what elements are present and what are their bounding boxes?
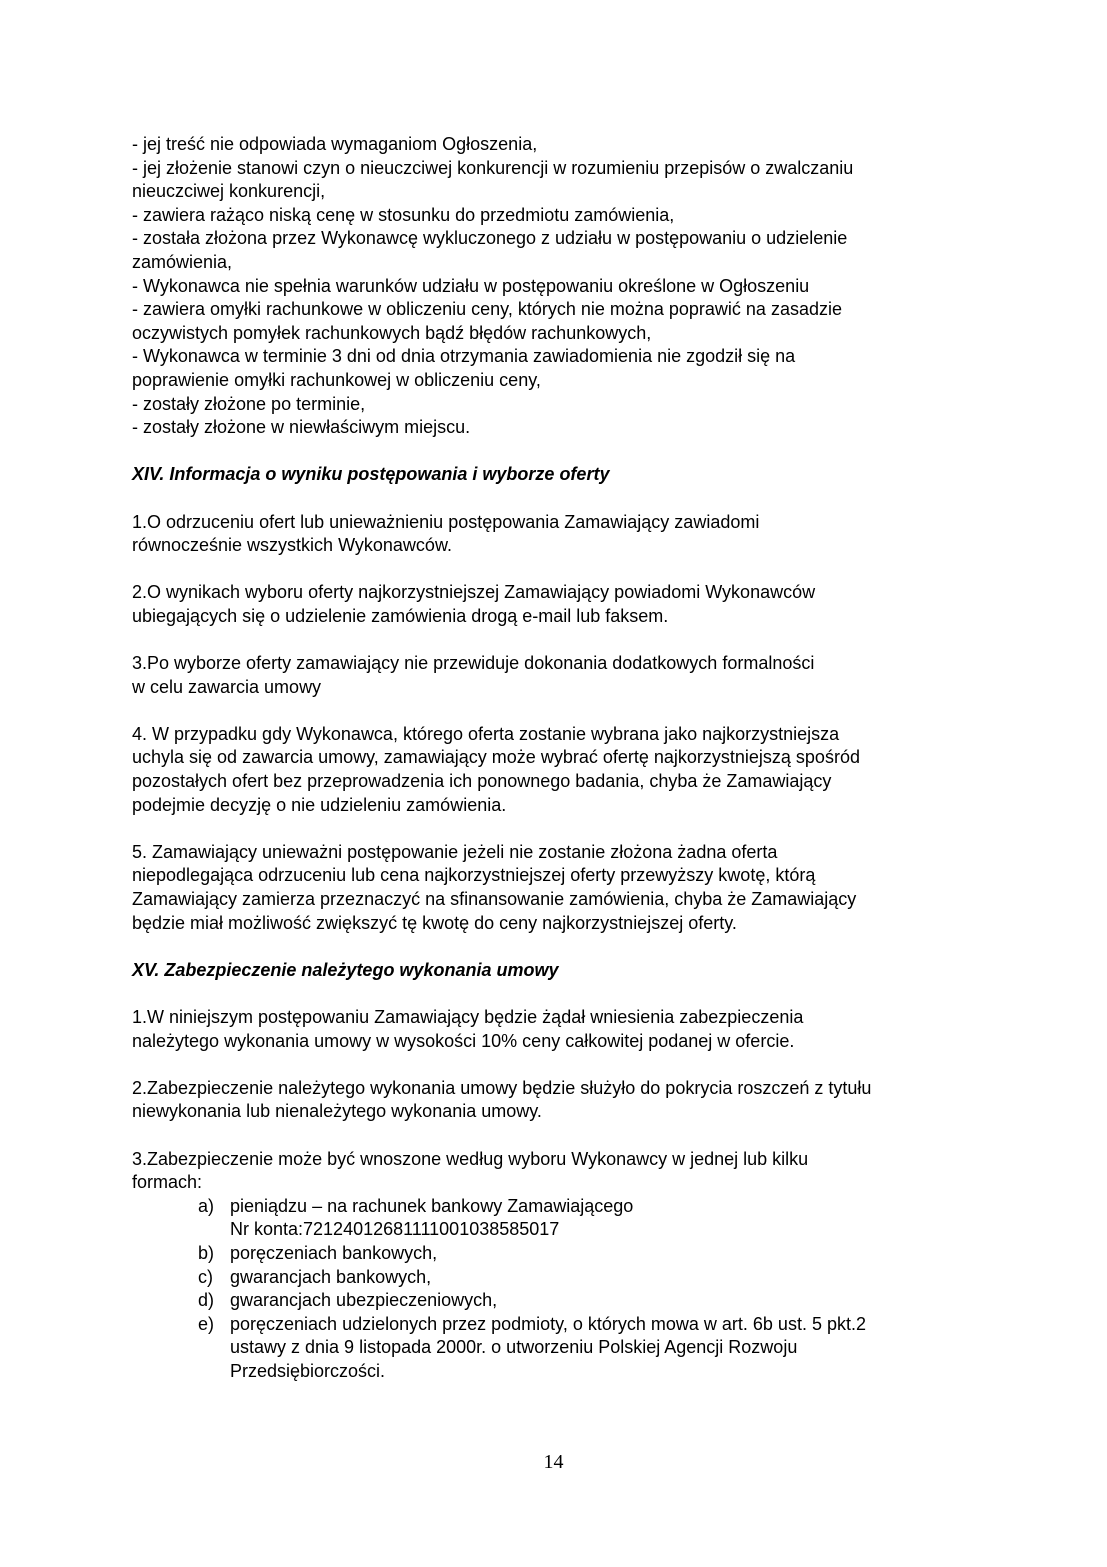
text-line: podejmie decyzję o nie udzieleniu zamówienia. bbox=[132, 794, 507, 815]
bank-account-number: Nr konta:72124012681111001038585017 bbox=[230, 1219, 560, 1240]
text-line: nieuczciwej konkurencji, bbox=[132, 181, 326, 202]
text-line: gwarancjach bankowych, bbox=[230, 1266, 432, 1287]
text-line: - zostały złożone po terminie, bbox=[132, 393, 366, 414]
text-line: poprawienie omyłki rachunkowej w obliczeniu ceny, bbox=[132, 369, 541, 390]
text-line: równocześnie wszystkich Wykonawców. bbox=[132, 535, 452, 556]
text-line: - zostały złożone w niewłaściwym miejscu. bbox=[132, 417, 471, 438]
list-marker: d) bbox=[198, 1290, 215, 1311]
text-line: gwarancjach ubezpieczeniowych, bbox=[230, 1290, 498, 1311]
list-marker: a) bbox=[198, 1195, 215, 1216]
text-line: poręczeniach udzielonych przez podmioty, o których mowa w art. 6b ust. 5 pkt.2 bbox=[230, 1313, 866, 1334]
text-line: 2.O wynikach wyboru oferty najkorzystniejszej Zamawiający powiadomi Wykonawców bbox=[132, 582, 816, 603]
text-line: ubiegających się o udzielenie zamówienia drogą e-mail lub faksem. bbox=[132, 605, 669, 626]
text-line: poręczeniach bankowych, bbox=[230, 1242, 438, 1263]
text-line: - została złożona przez Wykonawcę wykluczonego z udziału w postępowaniu o udzielenie bbox=[132, 228, 848, 249]
security-forms-list bbox=[132, 1195, 992, 1384]
section-xv-heading: XV. Zabezpieczenie należytego wykonania umowy bbox=[132, 959, 559, 980]
section-xv-paragraph-3 bbox=[132, 1148, 992, 1195]
text-line: - zawiera rażąco niską cenę w stosunku do przedmiotu zamówienia, bbox=[132, 204, 675, 225]
list-item bbox=[132, 1289, 992, 1313]
list-item bbox=[132, 1266, 992, 1290]
text-line: 1.W niniejszym postępowaniu Zamawiający będzie żądał wniesienia zabezpieczenia bbox=[132, 1006, 804, 1027]
text-line: ustawy z dnia 9 listopada 2000r. o utworzeniu Polskiej Agencji Rozwoju bbox=[230, 1337, 798, 1358]
list-item bbox=[132, 1195, 992, 1242]
section-xiv-paragraph-1 bbox=[132, 511, 992, 558]
text-line: należytego wykonania umowy w wysokości 10% ceny całkowitej podanej w ofercie. bbox=[132, 1030, 795, 1051]
list-marker: e) bbox=[198, 1313, 215, 1334]
document-page bbox=[132, 133, 992, 1383]
text-line: formach: bbox=[132, 1172, 203, 1193]
text-line: Przedsiębiorczości. bbox=[230, 1360, 386, 1381]
text-line: - jej treść nie odpowiada wymaganiom Ogłoszenia, bbox=[132, 134, 538, 154]
list-marker: b) bbox=[198, 1242, 215, 1263]
text-line: - zawiera omyłki rachunkowe w obliczeniu ceny, których nie można poprawić na zasadzie bbox=[132, 299, 842, 320]
rejection-reasons bbox=[132, 133, 992, 440]
text-line: niewykonania lub nienależytego wykonania umowy. bbox=[132, 1101, 542, 1122]
list-item bbox=[132, 1242, 992, 1266]
text-line: - Wykonawca w terminie 3 dni od dnia otrzymania zawiadomienia nie zgodził się na bbox=[132, 346, 796, 367]
section-xiv-paragraph-5 bbox=[132, 841, 992, 935]
text-line: pieniądzu – na rachunek bankowy Zamawiającego bbox=[230, 1195, 634, 1216]
text-line: 2.Zabezpieczenie należytego wykonania umowy będzie służyło do pokrycia roszczeń z tytułu bbox=[132, 1077, 872, 1098]
text-line: 4. W przypadku gdy Wykonawca, którego oferta zostanie wybrana jako najkorzystniejsza bbox=[132, 723, 840, 744]
text-line: Zamawiający zamierza przeznaczyć na sfinansowanie zamówienia, chyba że Zamawiający bbox=[132, 889, 857, 909]
section-xv-paragraph-2 bbox=[132, 1077, 992, 1124]
text-line: 3.Po wyborze oferty zamawiający nie przewiduje dokonania dodatkowych formalności bbox=[132, 653, 815, 674]
text-line: zamówienia, bbox=[132, 251, 233, 272]
section-xv-paragraph-1 bbox=[132, 1006, 992, 1053]
section-xiv-paragraph-4 bbox=[132, 723, 992, 817]
section-xiv-heading: XIV. Informacja o wyniku postępowania i wyborze oferty bbox=[132, 464, 610, 485]
text-line: pozostałych ofert bez przeprowadzenia ich ponownego badania, chyba że Zamawiający bbox=[132, 771, 832, 792]
text-line: 1.O odrzuceniu ofert lub unieważnieniu postępowania Zamawiający zawiadomi bbox=[132, 511, 760, 532]
text-line: 3.Zabezpieczenie może być wnoszone według wyboru Wykonawcy w jednej lub kilku bbox=[132, 1148, 809, 1169]
text-line: - Wykonawca nie spełnia warunków udziału w postępowaniu określone w Ogłoszeniu bbox=[132, 275, 810, 296]
section-xiv-paragraph-2 bbox=[132, 581, 992, 628]
section-xiv-paragraph-3 bbox=[132, 652, 992, 699]
text-line: będzie miał możliwość zwiększyć tę kwotę do ceny najkorzystniejszej oferty. bbox=[132, 912, 737, 933]
text-line: w celu zawarcia umowy bbox=[132, 676, 322, 697]
list-item bbox=[132, 1313, 992, 1384]
list-marker: c) bbox=[198, 1266, 213, 1287]
text-line: uchyla się od zawarcia umowy, zamawiający może wybrać ofertę najkorzystniejszą spośród bbox=[132, 747, 860, 768]
text-line: niepodlegająca odrzuceniu lub cena najkorzystniejszej oferty przewyższy kwotę, którą bbox=[132, 865, 816, 886]
text-line: oczywistych pomyłek rachunkowych bądź błędów rachunkowych, bbox=[132, 322, 652, 343]
page-number: 14 bbox=[543, 1451, 564, 1473]
text-line: 5. Zamawiający unieważni postępowanie jeżeli nie zostanie złożona żadna oferta bbox=[132, 841, 778, 862]
text-line: - jej złożenie stanowi czyn o nieuczciwej konkurencji w rozumieniu przepisów o zwalczaniu bbox=[132, 157, 854, 178]
